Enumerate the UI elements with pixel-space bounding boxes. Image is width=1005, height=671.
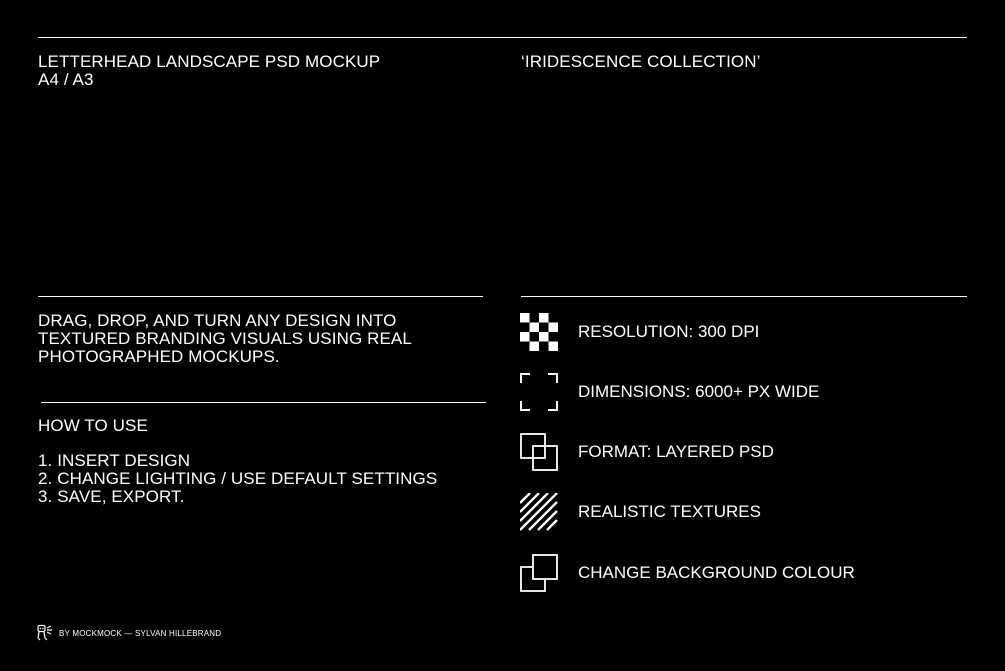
how-to-use-divider xyxy=(41,402,486,403)
layers-icon xyxy=(520,433,558,471)
collection-title: ‘IRIDESCENCE COLLECTION’ xyxy=(521,52,761,71)
format-subtitle: A4 / A3 xyxy=(38,70,94,89)
description-line: PHOTOGRAPHED MOCKUPS. xyxy=(38,347,280,366)
feature-dimensions xyxy=(520,373,970,411)
step-item: 3. SAVE, EXPORT. xyxy=(38,487,185,506)
diagonal-stripes-icon xyxy=(520,493,558,531)
feature-label: FORMAT: LAYERED PSD xyxy=(578,442,774,461)
right-middle-divider xyxy=(521,296,967,297)
checkerboard-icon xyxy=(520,313,558,351)
description-line: TEXTURED BRANDING VISUALS USING REAL xyxy=(38,329,412,348)
feature-label: DIMENSIONS: 6000+ PX WIDE xyxy=(578,382,820,401)
description xyxy=(38,312,412,366)
feature-label: RESOLUTION: 300 DPI xyxy=(578,322,760,341)
feature-resolution xyxy=(520,313,970,351)
how-to-use-steps xyxy=(38,452,437,506)
top-divider xyxy=(38,37,967,38)
step-item: 1. INSERT DESIGN xyxy=(38,451,191,470)
feature-background-colour xyxy=(520,554,970,592)
frame-corners-icon xyxy=(520,373,558,411)
title-line: LETTERHEAD LANDSCAPE PSD MOCKUP xyxy=(38,52,381,71)
mockmock-logo-icon xyxy=(36,624,54,642)
left-middle-divider xyxy=(38,296,483,297)
footer-credit: BY MOCKMOCK — SYLVAN HILLEBRAND xyxy=(59,629,222,638)
overlapping-squares-icon xyxy=(520,554,558,592)
page-title xyxy=(38,53,380,89)
how-to-use-heading: HOW TO USE xyxy=(38,416,148,435)
step-item: 2. CHANGE LIGHTING / USE DEFAULT SETTINGS xyxy=(38,469,438,488)
description-line: DRAG, DROP, AND TURN ANY DESIGN INTO xyxy=(38,311,397,330)
feature-label: REALISTIC TEXTURES xyxy=(578,502,761,521)
feature-textures xyxy=(520,493,970,531)
feature-label: CHANGE BACKGROUND COLOUR xyxy=(578,563,855,582)
feature-format xyxy=(520,433,970,471)
